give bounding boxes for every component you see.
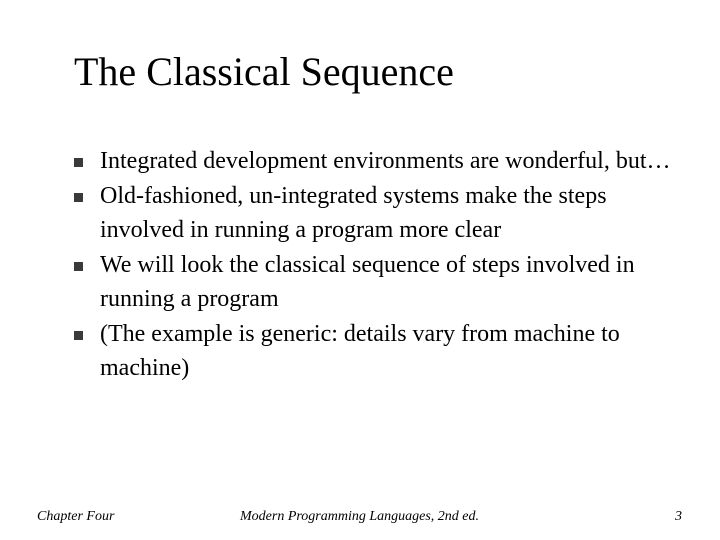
bullet-item (74, 179, 694, 248)
bullet-item (74, 248, 694, 317)
bullet-list (74, 144, 694, 386)
footer-chapter: Chapter Four (37, 509, 115, 524)
bullet-item (74, 317, 694, 386)
square-bullet-icon (74, 158, 83, 167)
square-bullet-icon (74, 193, 83, 202)
footer-book-title: Modern Programming Languages, 2nd ed. (240, 509, 480, 524)
square-bullet-icon (74, 262, 83, 271)
square-bullet-icon (74, 331, 83, 340)
slide-title: The Classical Sequence (74, 49, 454, 94)
bullet-text: (The example is generic: details vary from machine to machine) (100, 320, 620, 381)
bullet-text: Integrated development environments are wonderful, but… (100, 148, 671, 174)
footer-page-number: 3 (675, 509, 682, 524)
bullet-text: We will look the classical sequence of steps involved in running a program (100, 251, 635, 312)
bullet-item (74, 144, 694, 179)
bullet-text: Old-fashioned, un-integrated systems make the steps involved in running a program more clear (100, 182, 607, 243)
